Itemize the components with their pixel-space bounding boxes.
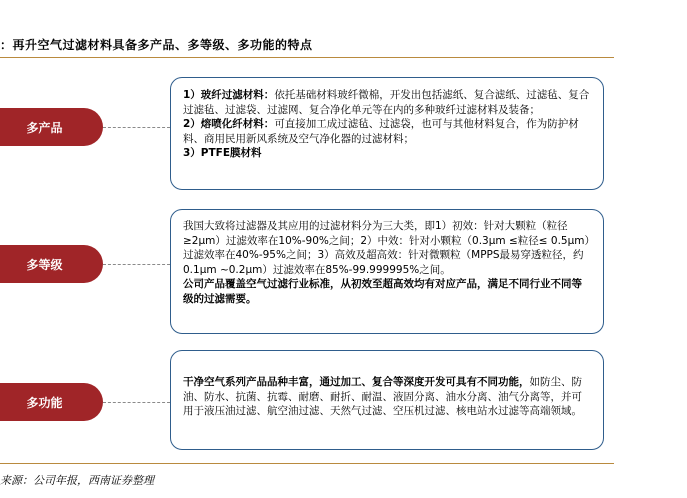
product-line-2-heading: 2）熔喷化纤材料： (183, 118, 275, 130)
product-line-1-heading: 1）玻纤过滤材料： (183, 89, 275, 101)
label-multi-grade-text: 多等级 (26, 257, 63, 272)
box-multi-product (170, 77, 604, 190)
function-body: 如防尘、防油、防水、抗菌、抗霉、耐磨、耐折、耐温、液固分离、油水分离、油气分离等，并可用于液压油过滤、航空油过滤、天然气过滤、空压机过滤、核电站水过滤等高端领域。 (183, 376, 582, 417)
product-line-3-heading: 3）PTFE膜材料 (183, 147, 262, 159)
grade-text: 我国大致将过滤器及其应用的过滤材料分为三大类，即1）初效：针对大颗粒（粒径≥2μm）过滤效率在10%-90%之间；2）中效：针对小颗粒（0.3μm ≤粒径≤ 0.5μm）过滤效率在40%-95%之间；3）高效及超高效：针对微颗粒（MPPS最易穿透粒径，约0.1μm ~0.2μm）过滤效率在85%-99.999995%之间。 (183, 220, 590, 276)
bottom-divider (0, 463, 614, 464)
connector-multi-product (103, 127, 170, 128)
product-line-1-text: 依托基础材料玻纤微棉，开发出包括滤纸、复合滤纸、过滤毡、复合过滤毡、过滤袋、过滤网、复合净化单元等在内的多种玻纤过滤材料及装备； (183, 89, 590, 116)
label-multi-function-text: 多功能 (26, 395, 63, 410)
connector-multi-grade (103, 264, 170, 265)
label-multi-product-text: 多产品 (26, 120, 63, 135)
page-title: ：再升空气过滤材料具备多产品、多等级、多功能的特点 (0, 38, 313, 52)
connector-multi-function (103, 402, 170, 403)
product-line-2 (183, 117, 591, 146)
product-line-2-text: 可直接加工成过滤毡、过滤袋，也可与其他材料复合，作为防护材料、商用民用新风系统及空气净化器的过滤材料； (183, 118, 579, 145)
product-line-3 (183, 146, 591, 161)
grade-summary: 公司产品覆盖空气过滤行业标准，从初效至超高效均有对应产品，满足不同行业不同等级的过滤需要。 (183, 278, 582, 305)
box-multi-grade (170, 209, 604, 334)
label-multi-product (0, 108, 103, 146)
label-multi-function (0, 383, 103, 421)
top-divider (0, 57, 614, 58)
label-multi-grade (0, 245, 103, 283)
source-note: 来源：公司年报，西南证券整理 (0, 474, 154, 487)
function-text (183, 375, 591, 419)
box-multi-function (170, 350, 604, 450)
product-line-1 (183, 88, 591, 117)
function-heading: 干净空气系列产品品种丰富，通过加工、复合等深度开发可具有不同功能， (183, 376, 530, 388)
